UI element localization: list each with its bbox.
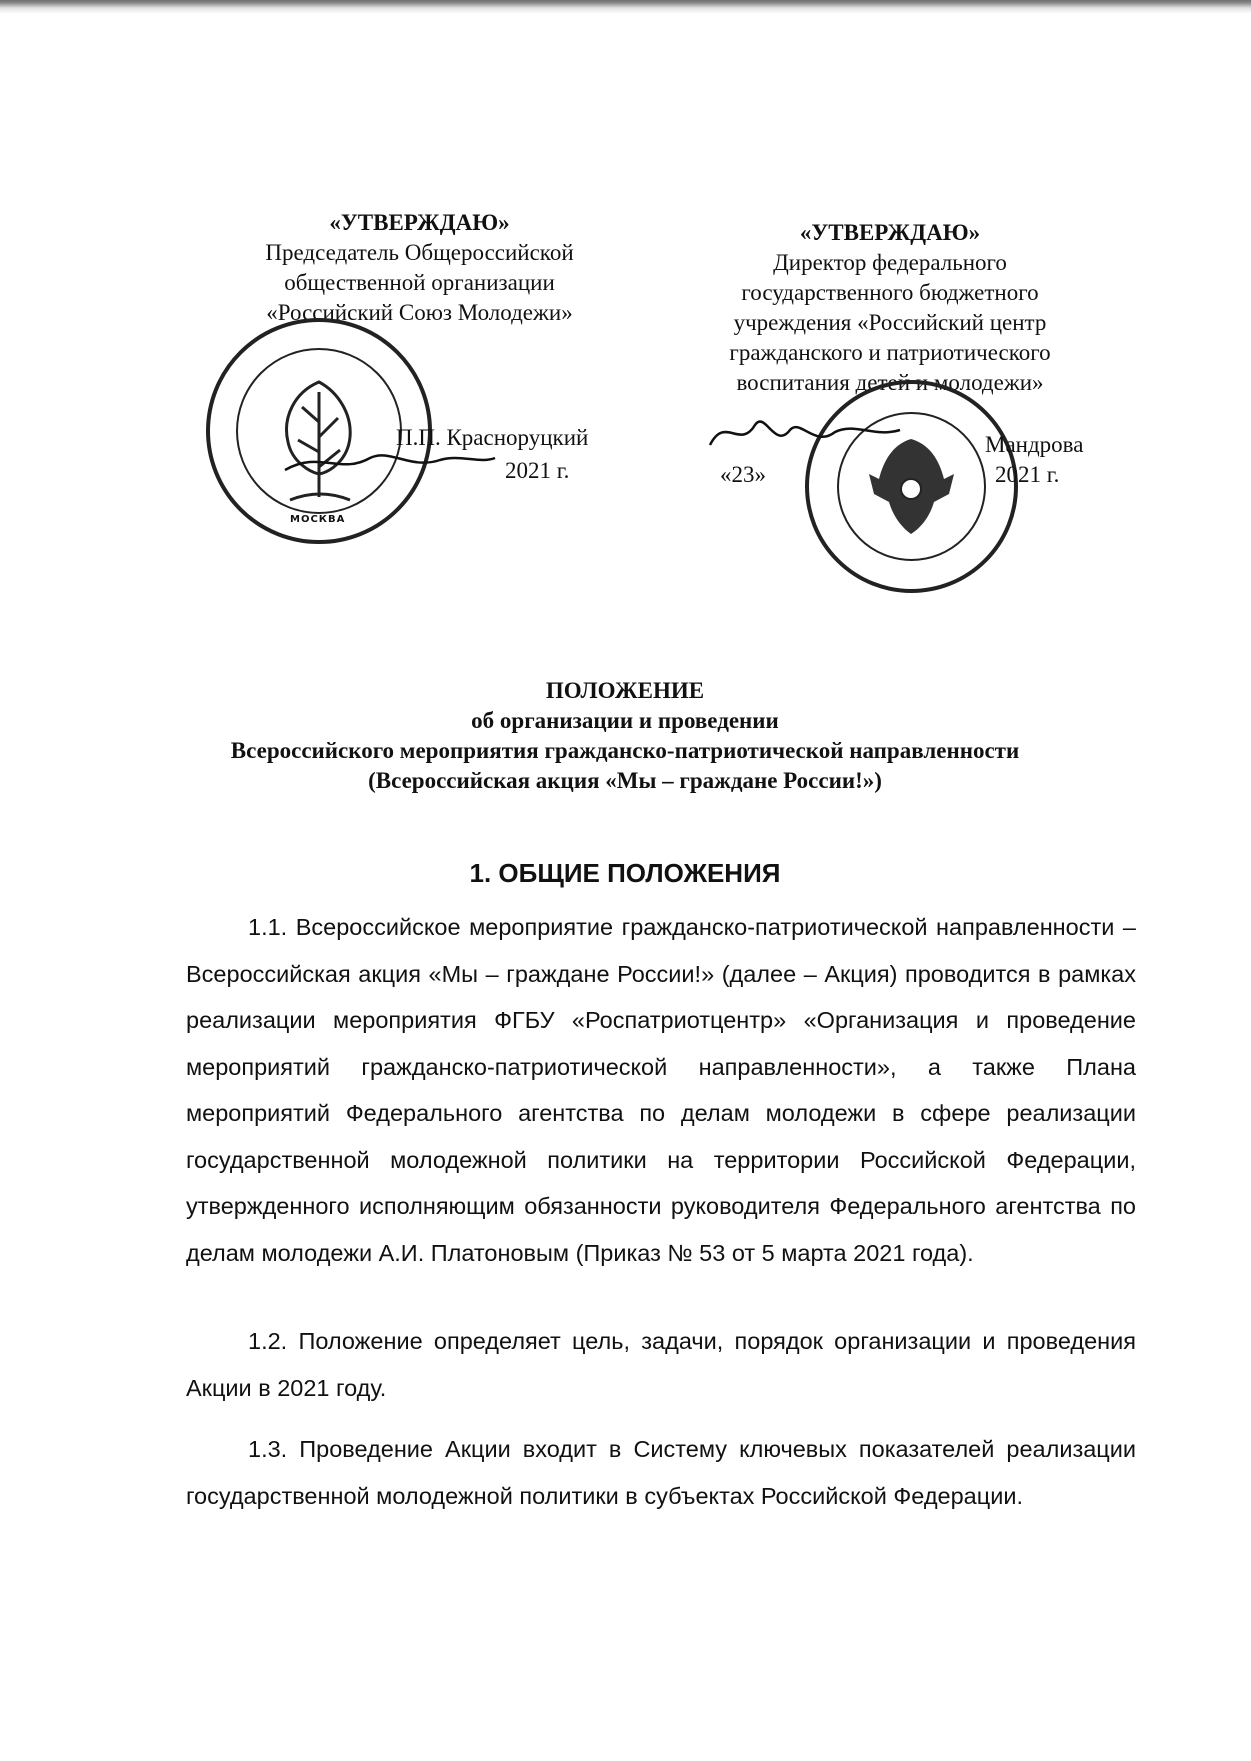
paragraph-1-3: 1.3. Проведение Акции входит в Систему ключевых показателей реализации государственной молодежной политики в субъектах Российской Федерации. xyxy=(186,1436,1136,1509)
section-heading: 1. ОБЩИЕ ПОЛОЖЕНИЯ xyxy=(469,858,781,888)
approval-line: Директор федерального xyxy=(773,250,1007,275)
approval-heading: «УТВЕРЖДАЮ» xyxy=(329,210,510,235)
approval-line: воспитания детей и молодежи» xyxy=(736,370,1044,395)
title-line: об организации и проведении xyxy=(471,708,779,733)
stamp-bottom-text: МОСКВА xyxy=(290,514,346,525)
approval-heading: «УТВЕРЖДАЮ» xyxy=(799,220,981,245)
date-right xyxy=(720,462,766,488)
signer-right xyxy=(985,432,1083,458)
approval-line: Председатель Общероссийской xyxy=(265,240,574,265)
approval-block-right xyxy=(680,218,1100,398)
approval-line: гражданского и патриотического xyxy=(729,340,1051,365)
approval-block-left xyxy=(212,208,627,328)
approval-line: учреждения «Российский центр xyxy=(733,310,1047,335)
document-title xyxy=(150,676,1100,796)
date-right-year xyxy=(995,462,1059,488)
signature-right xyxy=(705,410,905,460)
signer-name: П.П. Красноруцкий xyxy=(396,425,589,450)
title-line: ПОЛОЖЕНИЕ xyxy=(545,678,705,703)
title-line: Всероссийского мероприятия гражданско-патриотической направленности xyxy=(230,738,1020,763)
paragraph-1-1: 1.1. Всероссийское мероприятие гражданско-патриотической направленности – Всероссийская акция «Мы – граждане России!» (далее – Акция) проводится в рамках реализации мероприятия ФГБУ «Роспатриотцентр» «Организация и проведение мероприятий гражданско-патриотической направленности», а также Плана мероприятий Федерального агентства по делам молодежи в сфере реализации государственной молодежной политики на территории Российской Федерации, утвержденного исполняющим обязанности руководителя Федерального агентства по делам молодежи А.И. Платоновым (Приказ № 53 от 5 марта 2021 года). xyxy=(186,914,1136,1266)
date-year: 2021 г. xyxy=(505,458,570,483)
title-line: (Всероссийская акция «Мы – граждане России!») xyxy=(368,768,882,793)
date-left xyxy=(505,458,569,484)
signature-left xyxy=(280,440,500,480)
approval-line: государственного бюджетного xyxy=(741,280,1039,305)
approval-line: «Российский Союз Молодежи» xyxy=(266,300,573,325)
signer-name: Мандрова xyxy=(985,432,1084,457)
scan-top-edge xyxy=(0,0,1251,14)
paragraph-1-2: 1.2. Положение определяет цель, задачи, порядок организации и проведения Акции в 2021 году. xyxy=(186,1328,1136,1401)
date-year: 2021 г. xyxy=(995,462,1060,487)
approval-line: общественной организации xyxy=(284,270,555,295)
date-day: «23» xyxy=(720,462,766,487)
